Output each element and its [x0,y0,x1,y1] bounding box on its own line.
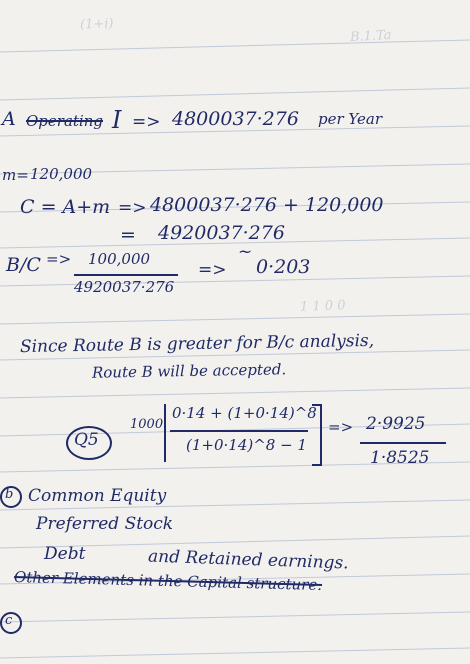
annual-value: 4800037·276 [172,108,299,130]
c-sum: 4800037·276 + 120,000 [150,194,384,216]
part-b-line: Other Elements in the Capital structure. [13,567,323,595]
m-label: m= [2,166,29,184]
bc-denominator: 4920037·276 [74,278,175,296]
equals-sign: = [120,224,136,246]
bleed-text: 1 1 0 0 [299,298,346,315]
approx-sign: ~ [238,242,253,262]
q5-denominator: (1+0·14)^8 − 1 [186,436,307,454]
q5-top: 2·9925 [366,414,426,434]
part-b-line: Debt [44,544,86,564]
q5-bottom: 1·8525 [370,448,430,468]
c-label: C = A+m [20,196,111,218]
part-b-line: and Retained earnings. [147,546,349,574]
bc-label: B/C [6,254,41,276]
arrow: => [118,198,147,218]
arrow: => [198,260,227,280]
since-line-1: Since Route B is greater for B/c analysis, [19,330,375,358]
fraction-bar [170,430,308,432]
part-b-line: Preferred Stock [36,514,174,534]
bleed-text: B.1.Ta [349,27,392,46]
arrow: => [328,418,354,436]
q5-multiplier: 1000 [130,417,164,432]
fraction-bar [360,442,446,444]
part-c-label: c [5,613,13,628]
part-b-line: Common Equity [28,486,167,506]
arrow: => [132,112,161,132]
answer-marker: A [2,108,16,130]
bc-result: 0·203 [256,256,311,278]
struck-word: Operating [26,112,103,130]
bc-numerator: 100,000 [88,250,151,268]
annual-cost-symbol: I [112,106,122,134]
m-value: 120,000 [30,165,93,183]
annual-unit: per Year [318,110,383,128]
arrow: => [46,250,72,268]
c-total: 4920037·276 [158,222,285,244]
part-b-label: b [5,487,14,502]
q5-label: Q5 [74,430,99,450]
q5-numerator: 0·14 + (1+0·14)^8 [172,404,317,422]
bleed-text: (1+i) [79,16,114,33]
since-line-2: Route B will be accepted. [91,360,287,382]
fraction-bar [74,274,178,276]
